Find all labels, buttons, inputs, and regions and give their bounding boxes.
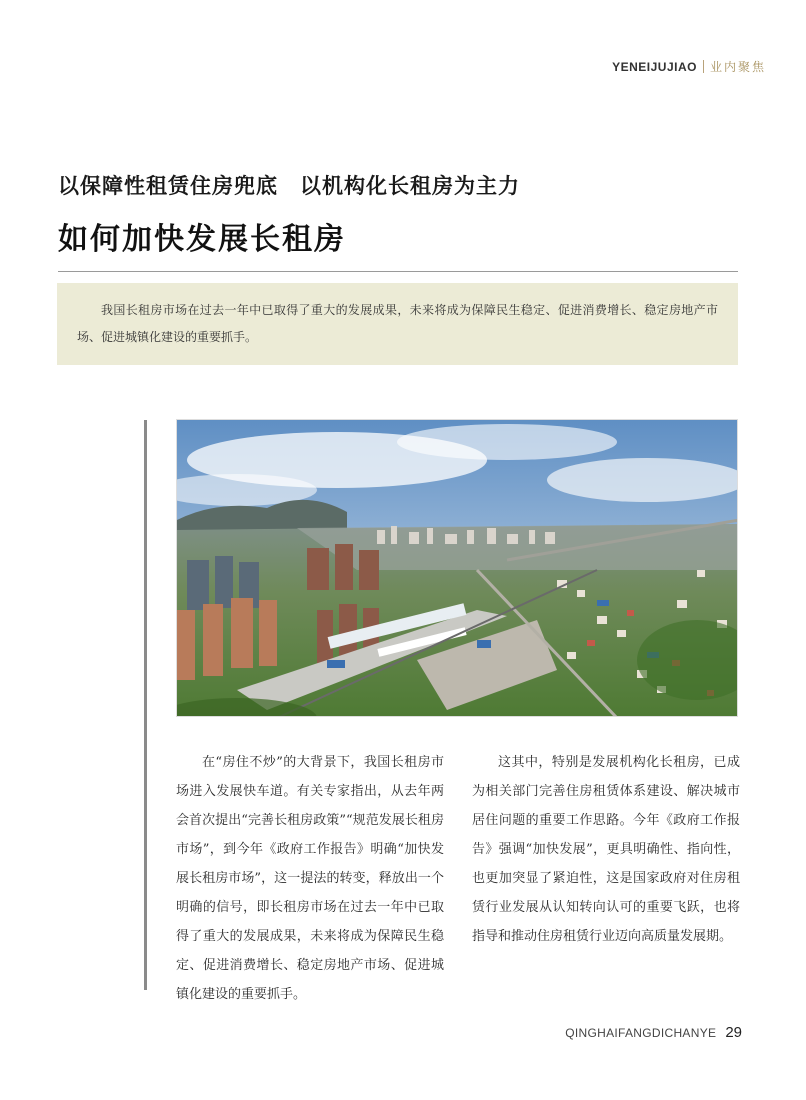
- section-name-en: YENEIJUJIAO: [612, 59, 697, 74]
- body-text-right: 这其中，特别是发展机构化长租房，已成为相关部门完善住房租赁体系建设、解决城市居住问题的重要工作思路。今年《政府工作报告》强调“加快发展”，更具明确性、指向性，也更加突显了紧迫性，这是国家政府对住房租赁行业发展从认知转向认可的重要飞跃，也将指导和推动住房租赁行业迈向高质量发展期。: [472, 755, 740, 944]
- section-name-cn: 业内聚焦: [709, 60, 766, 74]
- page-footer: [565, 1024, 742, 1041]
- aerial-city-photo: [176, 419, 738, 717]
- section-header: [612, 58, 766, 75]
- article-subtitle: 以保障性租赁住房兜底 以机构化长租房为主力: [58, 174, 520, 198]
- article-abstract: 我国长租房市场在过去一年中已取得了重大的发展成果，未来将成为保障民生稳定、促进消费增长、稳定房地产市场、促进城镇化建设的重要抓手。: [57, 283, 738, 365]
- body-text-left: 在“房住不炒”的大背景下，我国长租房市场进入发展快车道。有关专家指出，从去年两会首次提出“完善长租房政策”“规范发展长租房市场”，到今年《政府工作报告》明确“加快发展长租房市场”，这一提法的转变，释放出一个明确的信号，即长租房市场在过去一年中已取得了重大的发展成果，未来将成为保障民生稳定、促进消费增长、稳定房地产市场、促进城镇化建设的重要抓手。: [176, 755, 444, 1002]
- column-decorative-bar: [144, 420, 147, 990]
- section-divider: [703, 60, 704, 73]
- page-number: 29: [725, 1024, 742, 1041]
- title-divider: [58, 271, 738, 272]
- magazine-name: QINGHAIFANGDICHANYE: [565, 1026, 717, 1040]
- article-title: 如何加快发展长租房: [58, 222, 346, 257]
